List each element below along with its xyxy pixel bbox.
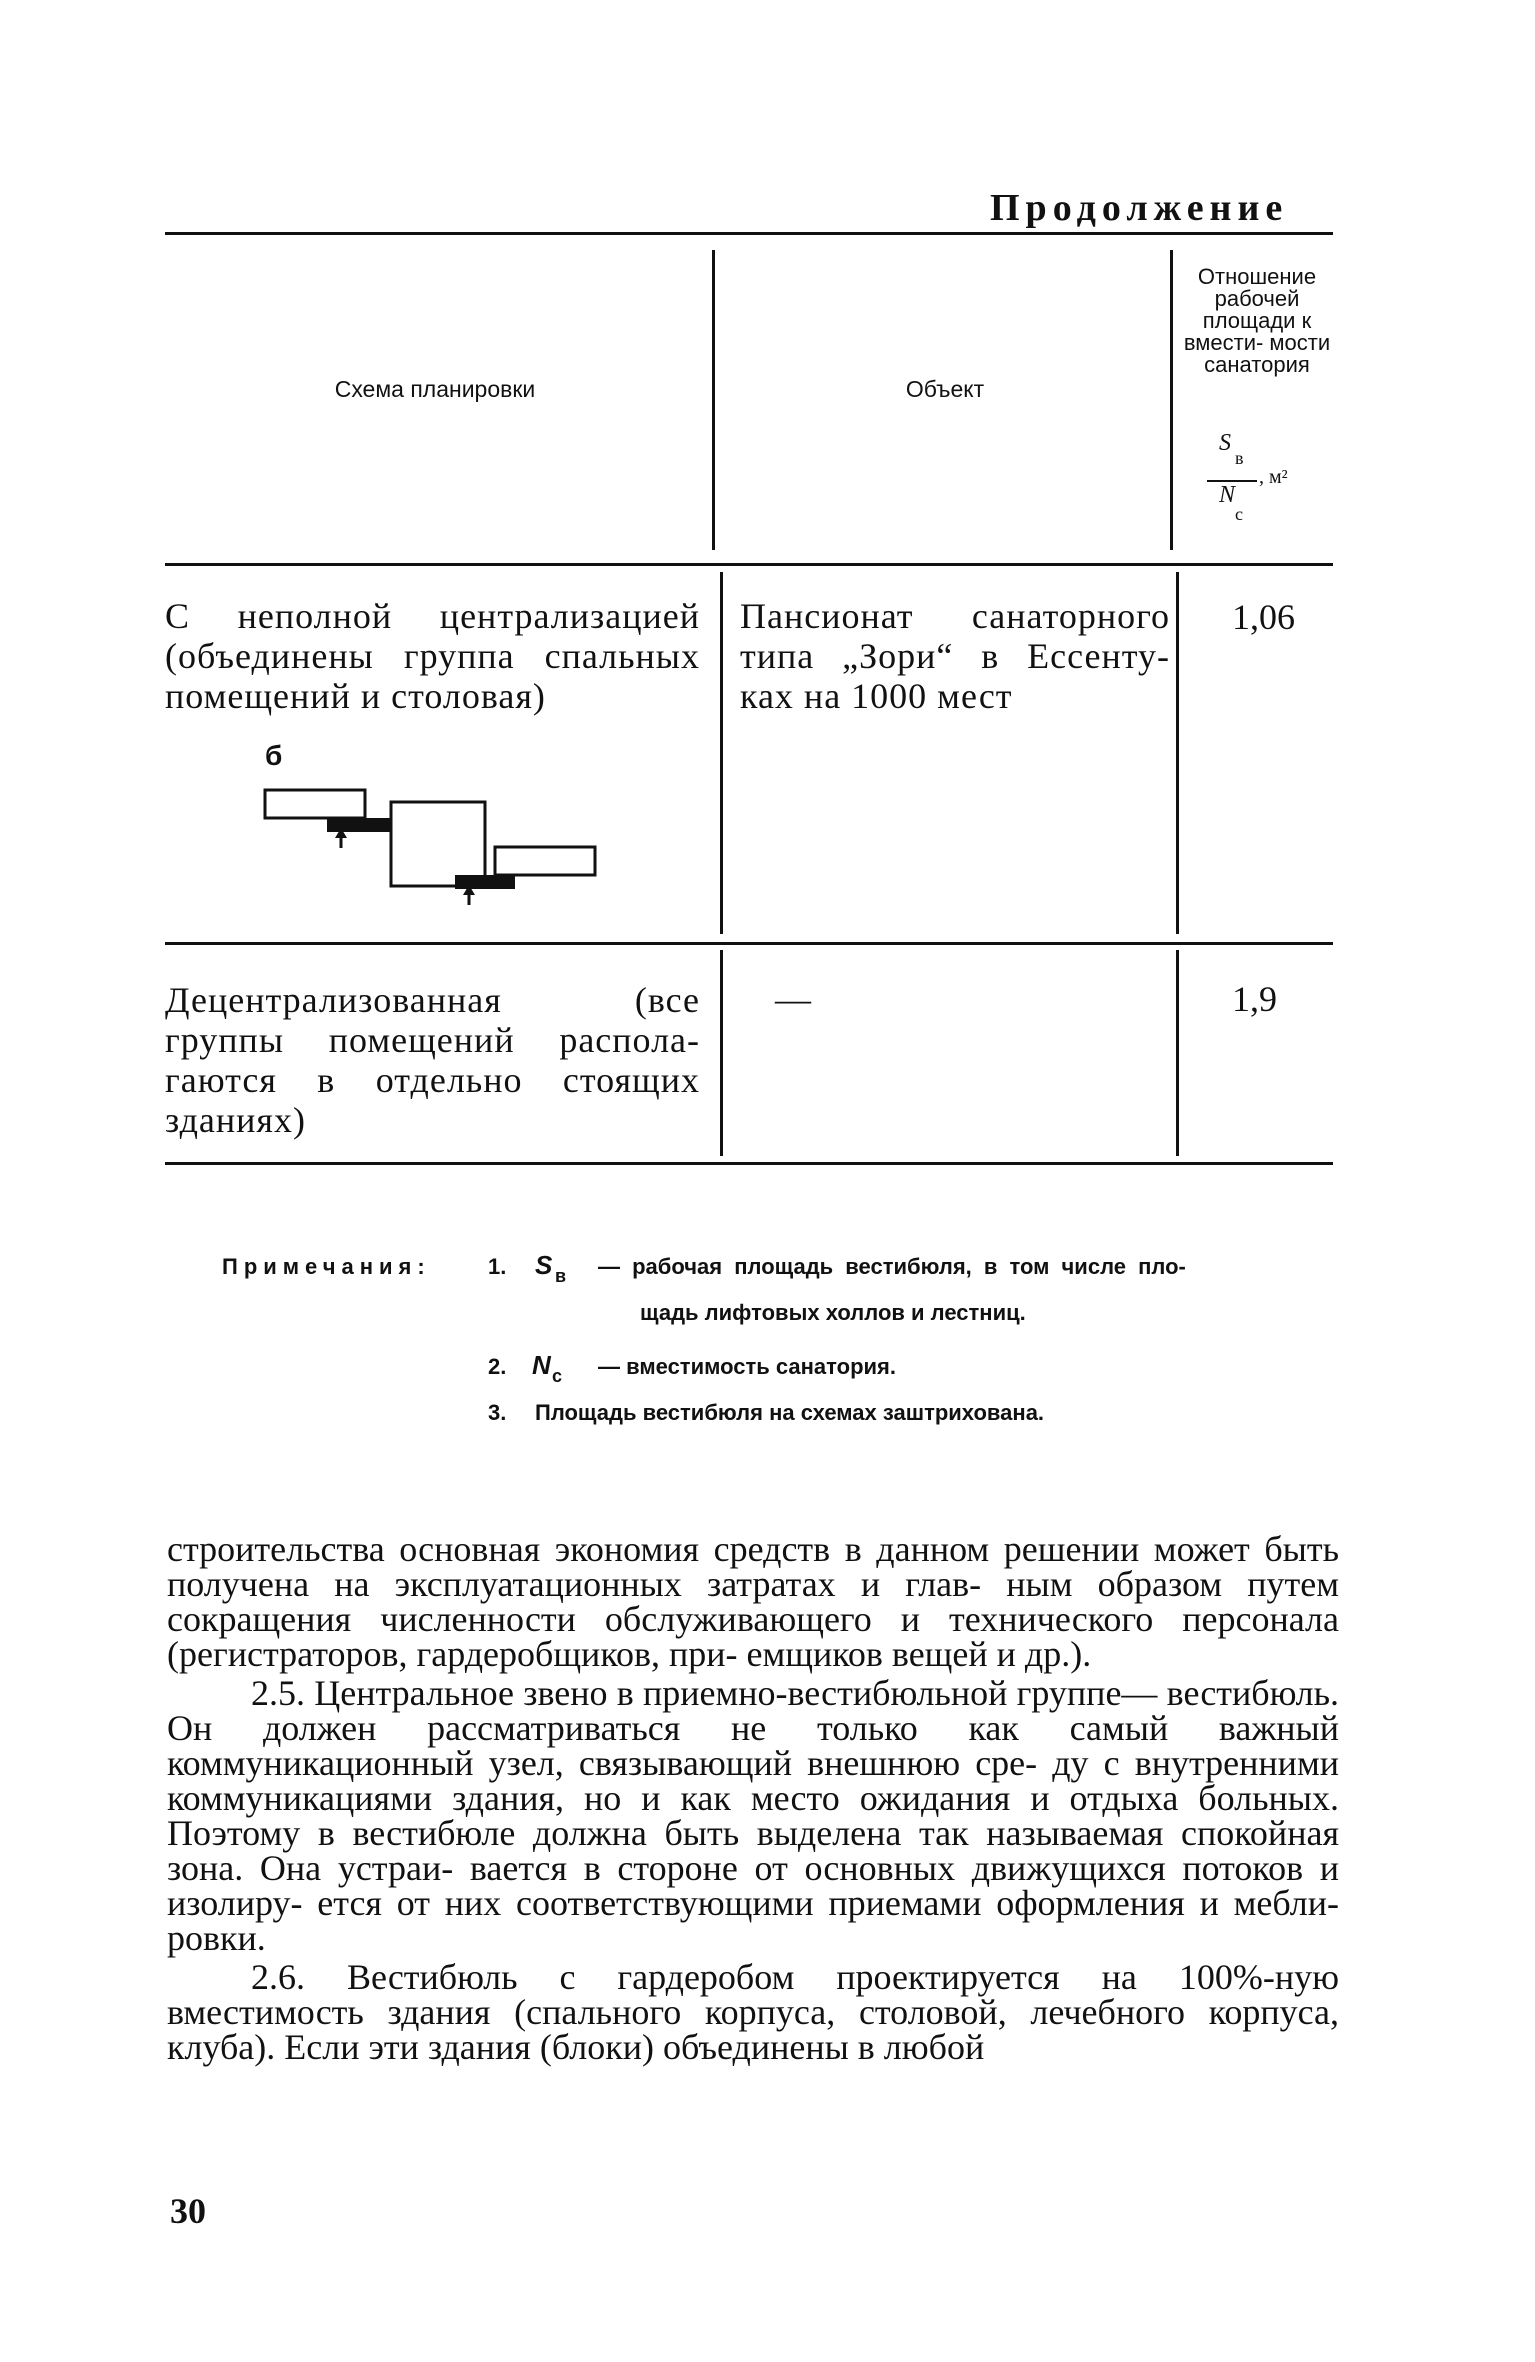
note-2-num: 2. bbox=[488, 1354, 507, 1379]
note-2-sub: с bbox=[552, 1366, 563, 1386]
row2-ratio: 1,9 bbox=[1232, 979, 1277, 1019]
row2-object: — bbox=[775, 979, 811, 1019]
diagram-label: б bbox=[265, 740, 283, 771]
table-bottom-rule bbox=[165, 1162, 1333, 1165]
header-bottom-rule bbox=[165, 563, 1333, 566]
note-1-num: 1. bbox=[488, 1254, 507, 1279]
table-top-rule bbox=[165, 232, 1333, 235]
note-1-symbol: S bbox=[535, 1250, 553, 1280]
row-divider bbox=[165, 942, 1333, 945]
paragraph-2-6: 2.6. Вестибюль с гардеробом проектируется на 100%-ную вместимость здания (спального корпуса, столовой, лечебного корпуса, клуба). Если эти здания (блоки) объединены в любой bbox=[167, 1957, 1339, 2067]
col-divider-1 bbox=[720, 572, 723, 934]
header-ratio: Отношение рабочей площади к вмести- мости санатория bbox=[1183, 264, 1331, 377]
row1-ratio: 1,06 bbox=[1232, 597, 1295, 637]
header-scheme: Схема планировки bbox=[334, 376, 536, 402]
col-divider-1 bbox=[712, 250, 715, 550]
layout-scheme-diagram bbox=[255, 780, 615, 910]
formula-denominator: N bbox=[1219, 482, 1236, 508]
block-center bbox=[391, 802, 485, 886]
col-divider-2 bbox=[1176, 950, 1179, 1156]
formula-numerator: S bbox=[1219, 430, 1231, 456]
vestibule-hatched-2 bbox=[455, 875, 515, 889]
note-2-text: — вместимость санатория. bbox=[598, 1354, 896, 1379]
note-3-text: Площадь вестибюля на схемах заштрихована. bbox=[535, 1400, 1045, 1425]
block-right bbox=[495, 847, 595, 875]
paragraph-1: строительства основная экономия средств в данном решении может быть получена на эксплуатационных затратах и глав- ным образом путем сокращения численности обслуживающего и технического персонала (регистраторов, гардеробщиков, при- емщиков вещей и др.). bbox=[167, 1529, 1339, 1674]
row1-object: Пансионат санаторного типа „Зори“ в Ессенту- ках на 1000 мест bbox=[740, 596, 1170, 716]
col-divider-2 bbox=[1170, 250, 1173, 550]
note-1-continuation: щадь лифтовых холлов и лестниц. bbox=[640, 1300, 1026, 1325]
continuation-label: Продолжение bbox=[990, 187, 1289, 229]
formula-numerator-sub: в bbox=[1235, 448, 1244, 468]
header-object: Объект bbox=[905, 376, 985, 402]
note-3-num: 3. bbox=[488, 1400, 507, 1425]
body-text bbox=[167, 1529, 1339, 2067]
formula-denominator-sub: с bbox=[1235, 504, 1243, 524]
notes-title: Примечания: bbox=[222, 1254, 431, 1279]
page-number: 30 bbox=[170, 2191, 206, 2231]
col-divider-1 bbox=[720, 950, 723, 1156]
row2-scheme: Децентрализованная (все группы помещений распола- гаются в отдельно стоящих зданиях) bbox=[165, 980, 700, 1140]
vestibule-hatched-1 bbox=[327, 818, 391, 832]
formula-unit: , м² bbox=[1259, 466, 1288, 488]
row1-scheme: С неполной централизацией (объединены группа спальных помещений и столовая) bbox=[165, 596, 700, 716]
ratio-formula bbox=[1205, 430, 1335, 530]
note-1-text: — рабочая площадь вестибюля, в том числе пло- bbox=[598, 1254, 1186, 1279]
block-left bbox=[265, 790, 365, 818]
col-divider-2 bbox=[1176, 572, 1179, 934]
paragraph-2-5: 2.5. Центральное звено в приемно-вестибюльной группе— вестибюль. Он должен рассматриваться не только как самый важный коммуникационный узел, связывающий внешнюю сре- ду с внутренними коммуникациями здания, но и как место ожидания и отдыха больных. Поэтому в вестибюле должна быть выделена так называемая спокойная зона. Она устраи- вается в стороне от основных движущихся потоков и изолиру- ется от них соответствующими приемами оформления и мебли- ровки. bbox=[167, 1673, 1339, 1958]
note-1-sub: в bbox=[555, 1266, 567, 1286]
note-2-symbol: N bbox=[532, 1350, 551, 1380]
